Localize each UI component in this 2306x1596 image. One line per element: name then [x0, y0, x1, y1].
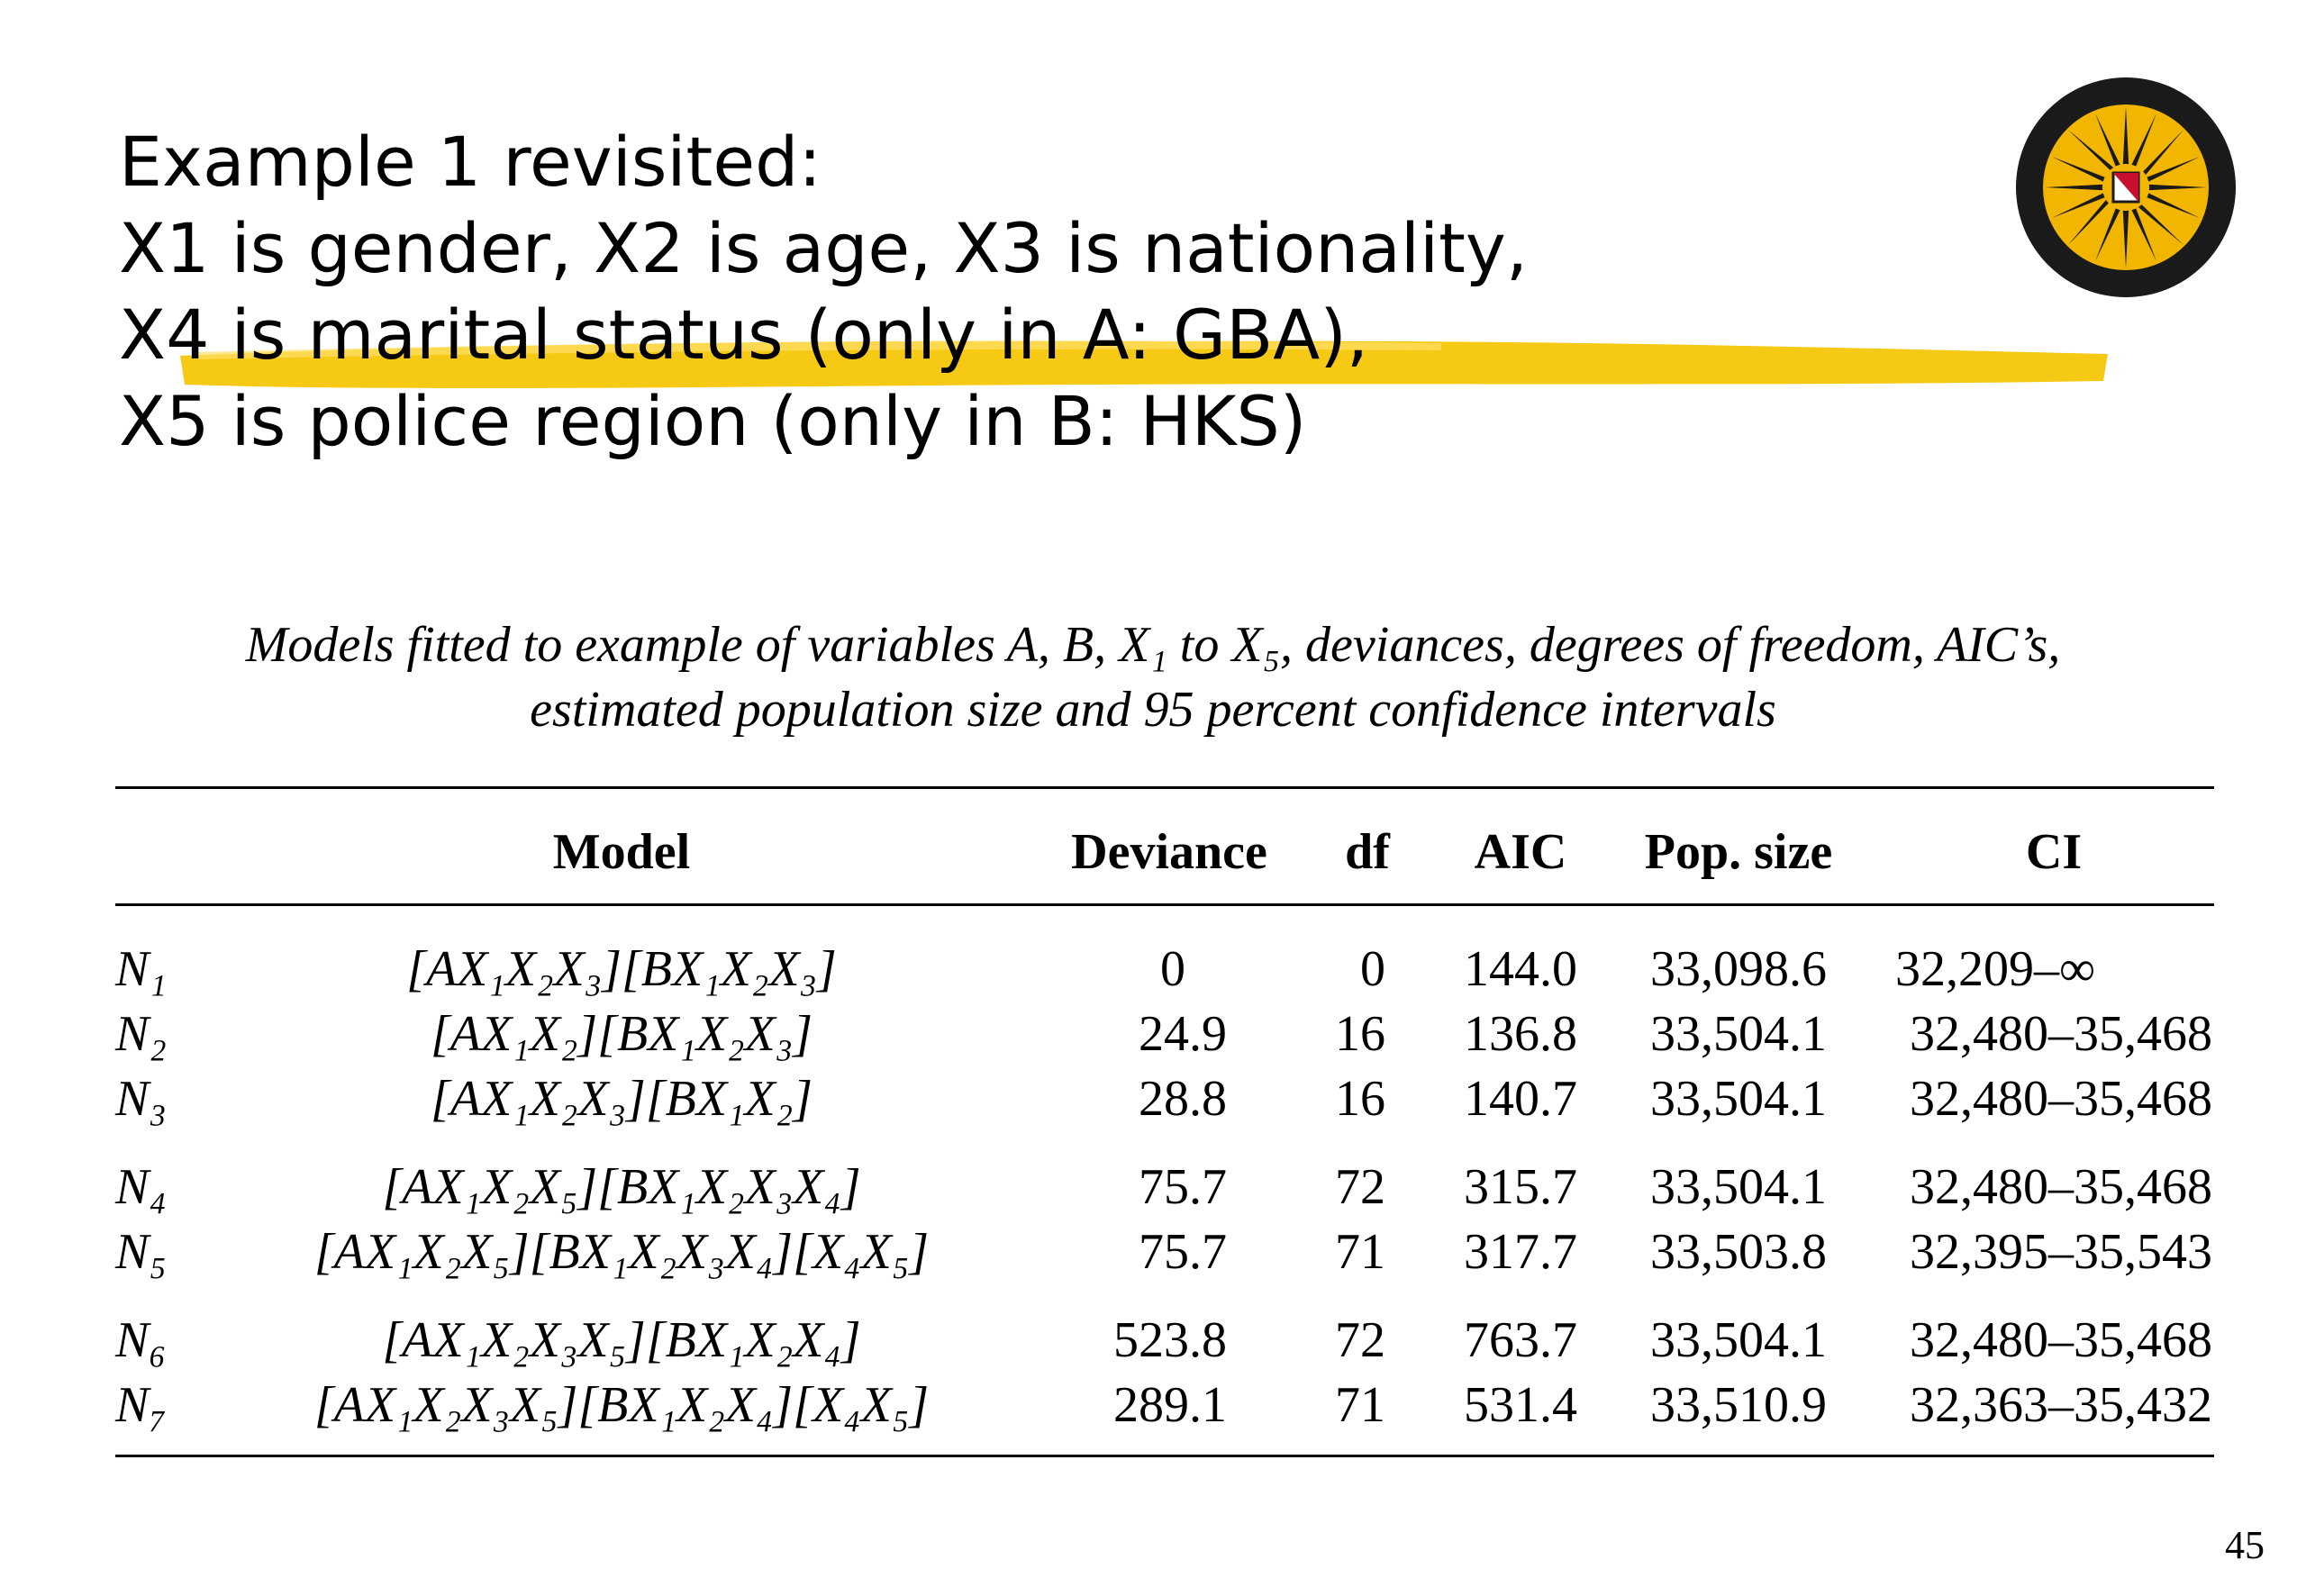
row-aic: 317.7	[1464, 1224, 1577, 1280]
row-pop-size: 33,504.1	[1650, 1006, 1827, 1062]
row-aic: 144.0	[1464, 941, 1577, 997]
row-deviance: 28.8	[1139, 1071, 1227, 1127]
header-df: df	[1345, 824, 1390, 880]
header-aic: AIC	[1474, 824, 1567, 880]
row-ci: 32,480–35,468	[1910, 1159, 2212, 1215]
row-pop-size: 33,510.9	[1650, 1377, 1827, 1433]
table-header-rule	[115, 903, 2214, 906]
header-pop-size: Pop. size	[1644, 824, 1833, 880]
header-deviance: Deviance	[1071, 824, 1267, 880]
row-df: 0	[1360, 941, 1385, 997]
row-label: N₄	[115, 1159, 167, 1215]
row-ci: 32,209–∞	[1895, 941, 2095, 997]
table-top-rule	[115, 786, 2214, 789]
row-label: N₁	[115, 941, 167, 997]
row-ci: 32,395–35,543	[1910, 1224, 2212, 1280]
row-aic: 531.4	[1464, 1377, 1577, 1433]
row-label: N₂	[115, 1006, 167, 1062]
slide-title	[119, 119, 1528, 465]
row-ci: 32,480–35,468	[1910, 1071, 2212, 1127]
row-pop-size: 33,504.1	[1650, 1159, 1827, 1215]
row-aic: 136.8	[1464, 1006, 1577, 1062]
row-deviance: 0	[1160, 941, 1185, 997]
row-ci: 32,480–35,468	[1910, 1006, 2212, 1062]
caption-line-1: Models fitted to example of variables A, B, X₁ to X₅, deviances, degrees of freedom, AIC’s,	[245, 617, 2061, 673]
university-seal-logo	[2009, 70, 2243, 304]
row-deviance: 24.9	[1139, 1006, 1227, 1062]
row-model: [AX₁X₂X₃X₅][BX₁X₂X₄][X₄X₅]	[313, 1377, 930, 1433]
row-deviance: 75.7	[1139, 1224, 1227, 1280]
row-aic: 763.7	[1464, 1312, 1577, 1368]
row-label: N₆	[115, 1312, 167, 1368]
row-df: 72	[1335, 1159, 1385, 1215]
row-model: [AX₁X₂X₅][BX₁X₂X₃X₄]	[382, 1159, 861, 1215]
title-line-4: X5 is police region (only in B: HKS)	[119, 381, 1307, 461]
row-pop-size: 33,504.1	[1650, 1312, 1827, 1368]
row-df: 71	[1335, 1377, 1385, 1433]
title-line-3: X4 is marital status (only in A: GBA),	[119, 295, 1368, 375]
header-ci: CI	[2025, 824, 2083, 880]
row-ci: 32,480–35,468	[1910, 1312, 2212, 1368]
row-model: [AX₁X₂][BX₁X₂X₃]	[431, 1006, 813, 1062]
row-label: N₅	[115, 1224, 167, 1280]
row-aic: 315.7	[1464, 1159, 1577, 1215]
row-pop-size: 33,503.8	[1650, 1224, 1827, 1280]
row-pop-size: 33,098.6	[1650, 941, 1827, 997]
caption-line-2: estimated population size and 95 percent confidence intervals	[530, 682, 1776, 738]
header-model: Model	[552, 824, 691, 880]
row-label: N₃	[115, 1071, 167, 1127]
row-ci: 32,363–35,432	[1910, 1377, 2212, 1433]
table-bottom-rule	[115, 1455, 2214, 1457]
page-number: 45	[2225, 1523, 2265, 1567]
row-model: [AX₁X₂X₃][BX₁X₂X₃]	[406, 941, 837, 997]
title-line-2: X1 is gender, X2 is age, X3 is nationality,	[119, 208, 1529, 288]
row-pop-size: 33,504.1	[1650, 1071, 1827, 1127]
row-deviance: 289.1	[1113, 1377, 1227, 1433]
row-df: 16	[1335, 1006, 1385, 1062]
row-label: N₇	[115, 1377, 167, 1433]
row-df: 71	[1335, 1224, 1385, 1280]
row-model: [AX₁X₂X₃][BX₁X₂]	[431, 1071, 813, 1127]
title-line-1: Example 1 revisited:	[119, 122, 822, 202]
row-deviance: 75.7	[1139, 1159, 1227, 1215]
row-model: [AX₁X₂X₅][BX₁X₂X₃X₄][X₄X₅]	[313, 1224, 930, 1280]
row-df: 16	[1335, 1071, 1385, 1127]
row-df: 72	[1335, 1312, 1385, 1368]
row-aic: 140.7	[1464, 1071, 1577, 1127]
row-deviance: 523.8	[1113, 1312, 1227, 1368]
table-caption	[117, 612, 2189, 742]
row-model: [AX₁X₂X₃X₅][BX₁X₂X₄]	[382, 1312, 861, 1368]
